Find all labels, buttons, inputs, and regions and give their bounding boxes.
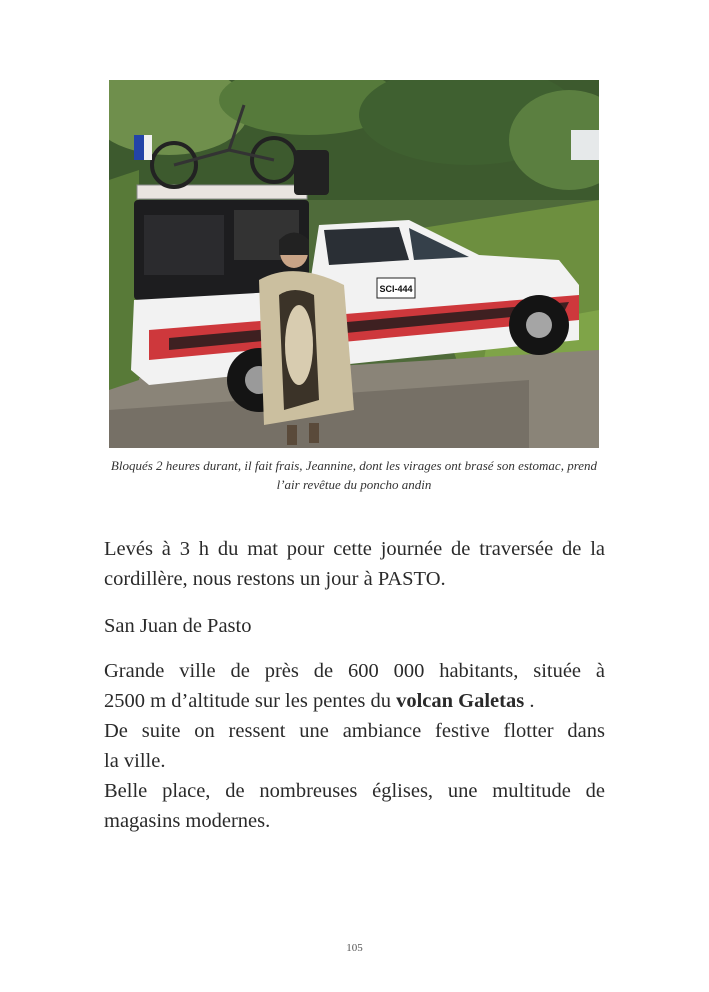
figure-caption: Bloqués 2 heures durant, il fait frais, Jeannine, dont les virages ont brasé son estomac, prend l’air revêtue du poncho andin [110,458,598,492]
text-line: la ville. [104,750,166,772]
photo-woman-poncho-pickup [109,80,599,448]
svg-text:SCI-444: SCI-444 [379,284,413,294]
bold-volcan-galetas: volcan Galetas [396,690,525,712]
paragraph-san-juan-de-pasto: San Juan de Pasto [104,615,252,637]
paragraph-levés: Levés à 3 h du mat pour cette journée de traversée de la cordillère, nous restons un jour à PASTO. [104,538,605,590]
text-line: Belle place, de nombreuses églises, une multitude de [104,780,605,802]
text-segment: 2500 m d’altitude sur les pentes du [104,690,397,712]
page-number: 105 [346,942,363,954]
text-line: magasins modernes. [104,810,271,832]
text-line: Grande ville de près de 600 000 habitants, située à [104,660,605,682]
text-line: De suite on ressent une ambiance festive flotter dans [104,720,605,742]
paragraph-grande-ville [104,656,605,836]
text-segment: . [524,690,535,712]
text-line [104,686,605,716]
